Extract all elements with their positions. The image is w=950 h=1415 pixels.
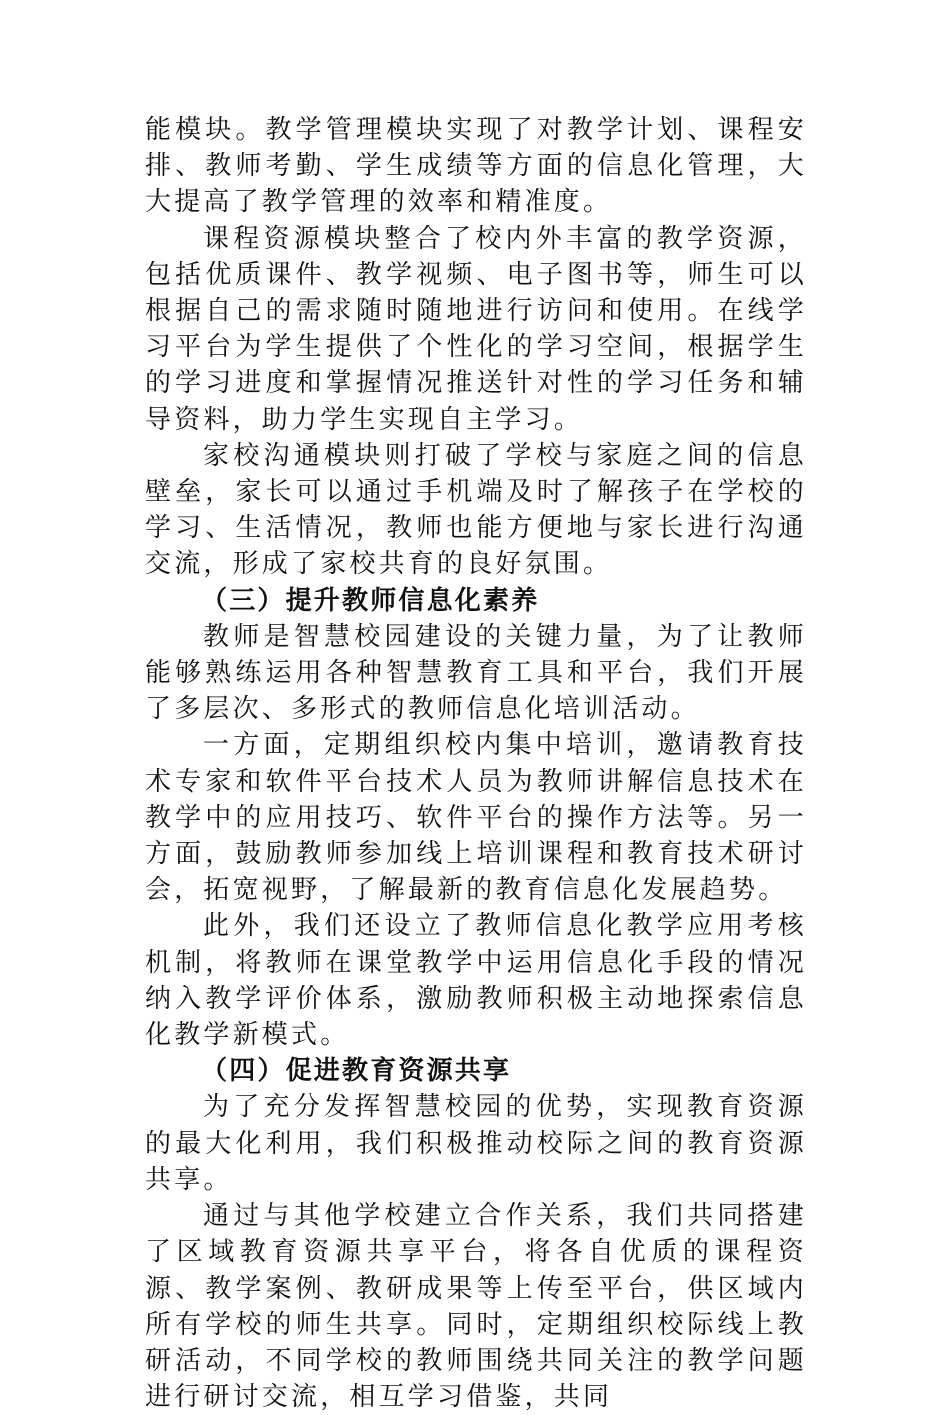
paragraph-course-resources: 课程资源模块整合了校内外丰富的教学资源，包括优质课件、教学视频、电子图书等，师生可以根据自己的需求随时随地进行访问和使用。在线学习平台为学生提供了个性化的学习空间，根据学生的学习进度和掌握情况推送针对性的学习任务和辅导资料，助力学生实现自主学习。 — [145, 223, 807, 435]
paragraph-resource-sharing-intro: 为了充分发挥智慧校园的优势，实现教育资源的最大化利用，我们积极推动校际之间的教育资源共享。 — [145, 1092, 807, 1195]
section-heading-teacher-literacy: （三）提升教师信息化素养 — [201, 585, 540, 616]
paragraph-teaching-management: 能模块。教学管理模块实现了对教学计划、课程安排、教师考勤、学生成绩等方面的信息化管理，大大提高了教学管理的效率和精准度。 — [145, 115, 807, 218]
paragraph-teacher-training-intro: 教师是智慧校园建设的关键力量，为了让教师能够熟练运用各种智慧教育工具和平台，我们开展了多层次、多形式的教师信息化培训活动。 — [145, 621, 807, 725]
paragraph-training-methods: 一方面，定期组织校内集中培训，邀请教育技术专家和软件平台技术人员为教师讲解信息技术在教学中的应用技巧、软件平台的操作方法等。另一方面，鼓励教师参加线上培训课程和教育技术研讨会，拓宽视野，了解最新的教育信息化发展趋势。 — [145, 730, 807, 906]
document-body — [145, 112, 807, 1415]
paragraph-regional-platform: 通过与其他学校建立合作关系，我们共同搭建了区域教育资源共享平台，将各自优质的课程资源、教学案例、教研成果等上传至平台，供区域内所有学校的师生共享。同时，定期组织校际线上教研活动，不同学校的教师围绕共同关注的教学问题进行研讨交流，相互学习借鉴，共同 — [145, 1201, 807, 1413]
section-heading-resource-sharing: （四）促进教育资源共享 — [201, 1056, 512, 1087]
paragraph-home-school-communication: 家校沟通模块则打破了学校与家庭之间的信息壁垒，家长可以通过手机端及时了解孩子在学校的学习、生活情况，教师也能方便地与家长进行沟通交流，形成了家校共育的良好氛围。 — [145, 440, 807, 580]
paragraph-assessment-mechanism: 此外，我们还设立了教师信息化教学应用考核机制，将教师在课堂教学中运用信息化手段的情况纳入教学评价体系，激励教师积极主动地探索信息化教学新模式。 — [145, 911, 807, 1051]
